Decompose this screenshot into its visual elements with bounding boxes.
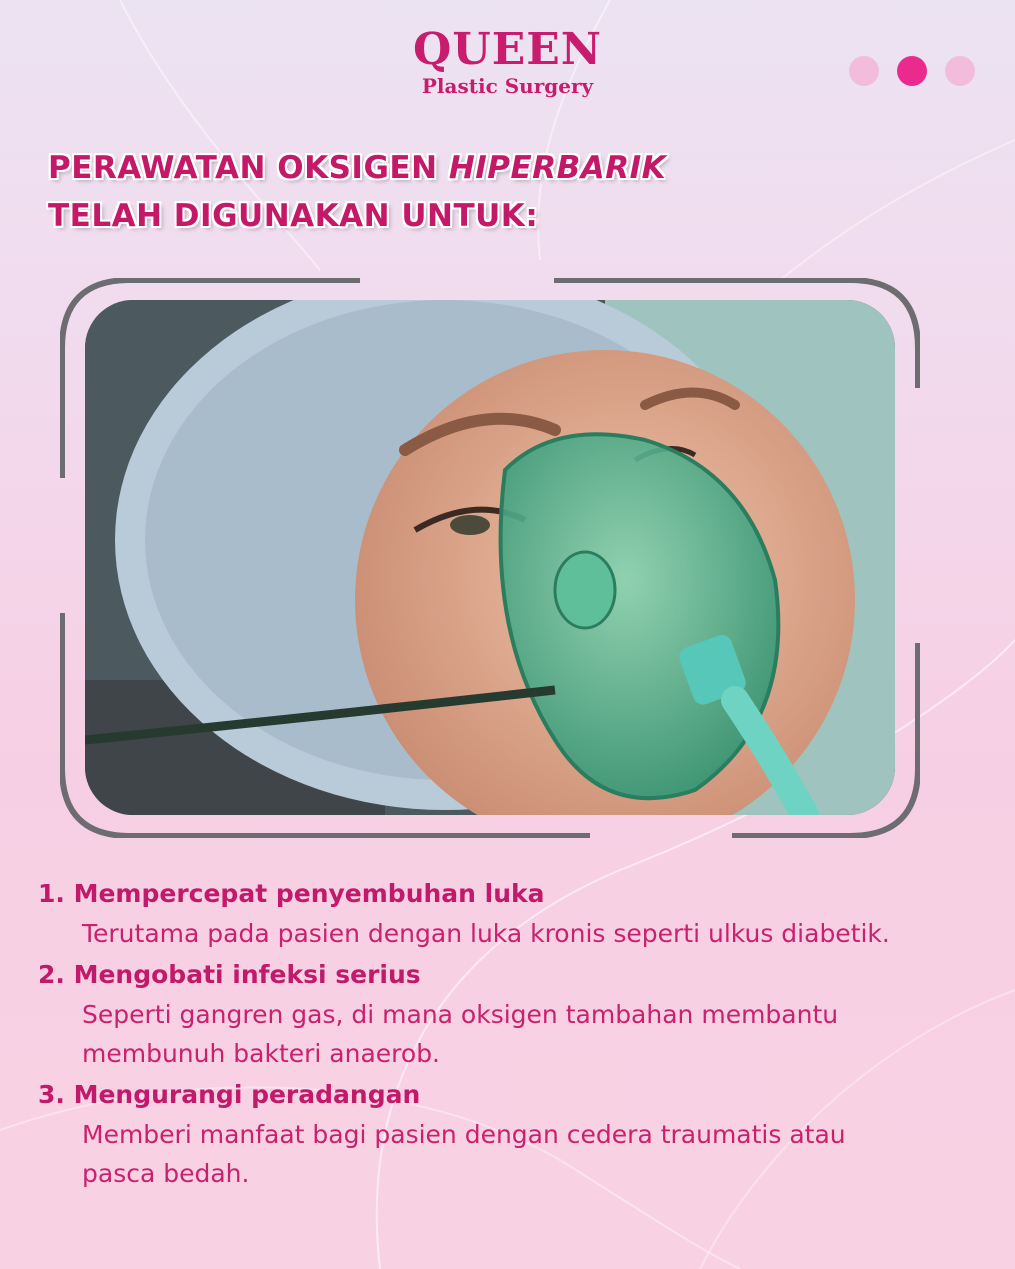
- list-item-title: 2. Mengobati infeksi serius: [38, 960, 421, 989]
- list-item: [38, 1075, 978, 1193]
- list-item-desc: Memberi manfaat bagi pasien dengan cedera traumatis atau: [82, 1120, 846, 1149]
- list-item-desc: Seperti gangren gas, di mana oksigen tambahan membantu: [82, 1000, 839, 1029]
- brand-subtitle: Plastic Surgery: [421, 74, 594, 98]
- list-item-title: 1. Mempercepat penyembuhan luka: [38, 879, 545, 908]
- benefits-list: [38, 874, 978, 1195]
- patient-oxygen-mask-photo: [85, 300, 895, 815]
- photo-illustration: [85, 300, 895, 815]
- pagination-dot-3[interactable]: [945, 56, 975, 86]
- list-item: [38, 874, 978, 953]
- list-item-desc: pasca bedah.: [82, 1159, 250, 1188]
- headline-line-1-prefix: PERAWATAN OKSIGEN: [48, 150, 449, 186]
- pagination-dot-2-active[interactable]: [897, 56, 927, 86]
- headline-line-1: [48, 144, 928, 192]
- brand-name: QUEEN: [413, 24, 602, 75]
- list-item-title: 3. Mengurangi peradangan: [38, 1080, 421, 1109]
- list-item-desc: Terutama pada pasien dengan luka kronis seperti ulkus diabetik.: [82, 919, 890, 948]
- carousel-pagination: [849, 56, 975, 86]
- headline-line-2: TELAH DIGUNAKAN UNTUK:: [48, 198, 539, 234]
- list-item: [38, 955, 978, 1073]
- photo-frame: [60, 278, 920, 838]
- pagination-dot-1[interactable]: [849, 56, 879, 86]
- headline-emphasis: HIPERBARIK: [448, 150, 667, 186]
- headline: [48, 144, 928, 240]
- list-item-desc: membunuh bakteri anaerob.: [82, 1039, 441, 1068]
